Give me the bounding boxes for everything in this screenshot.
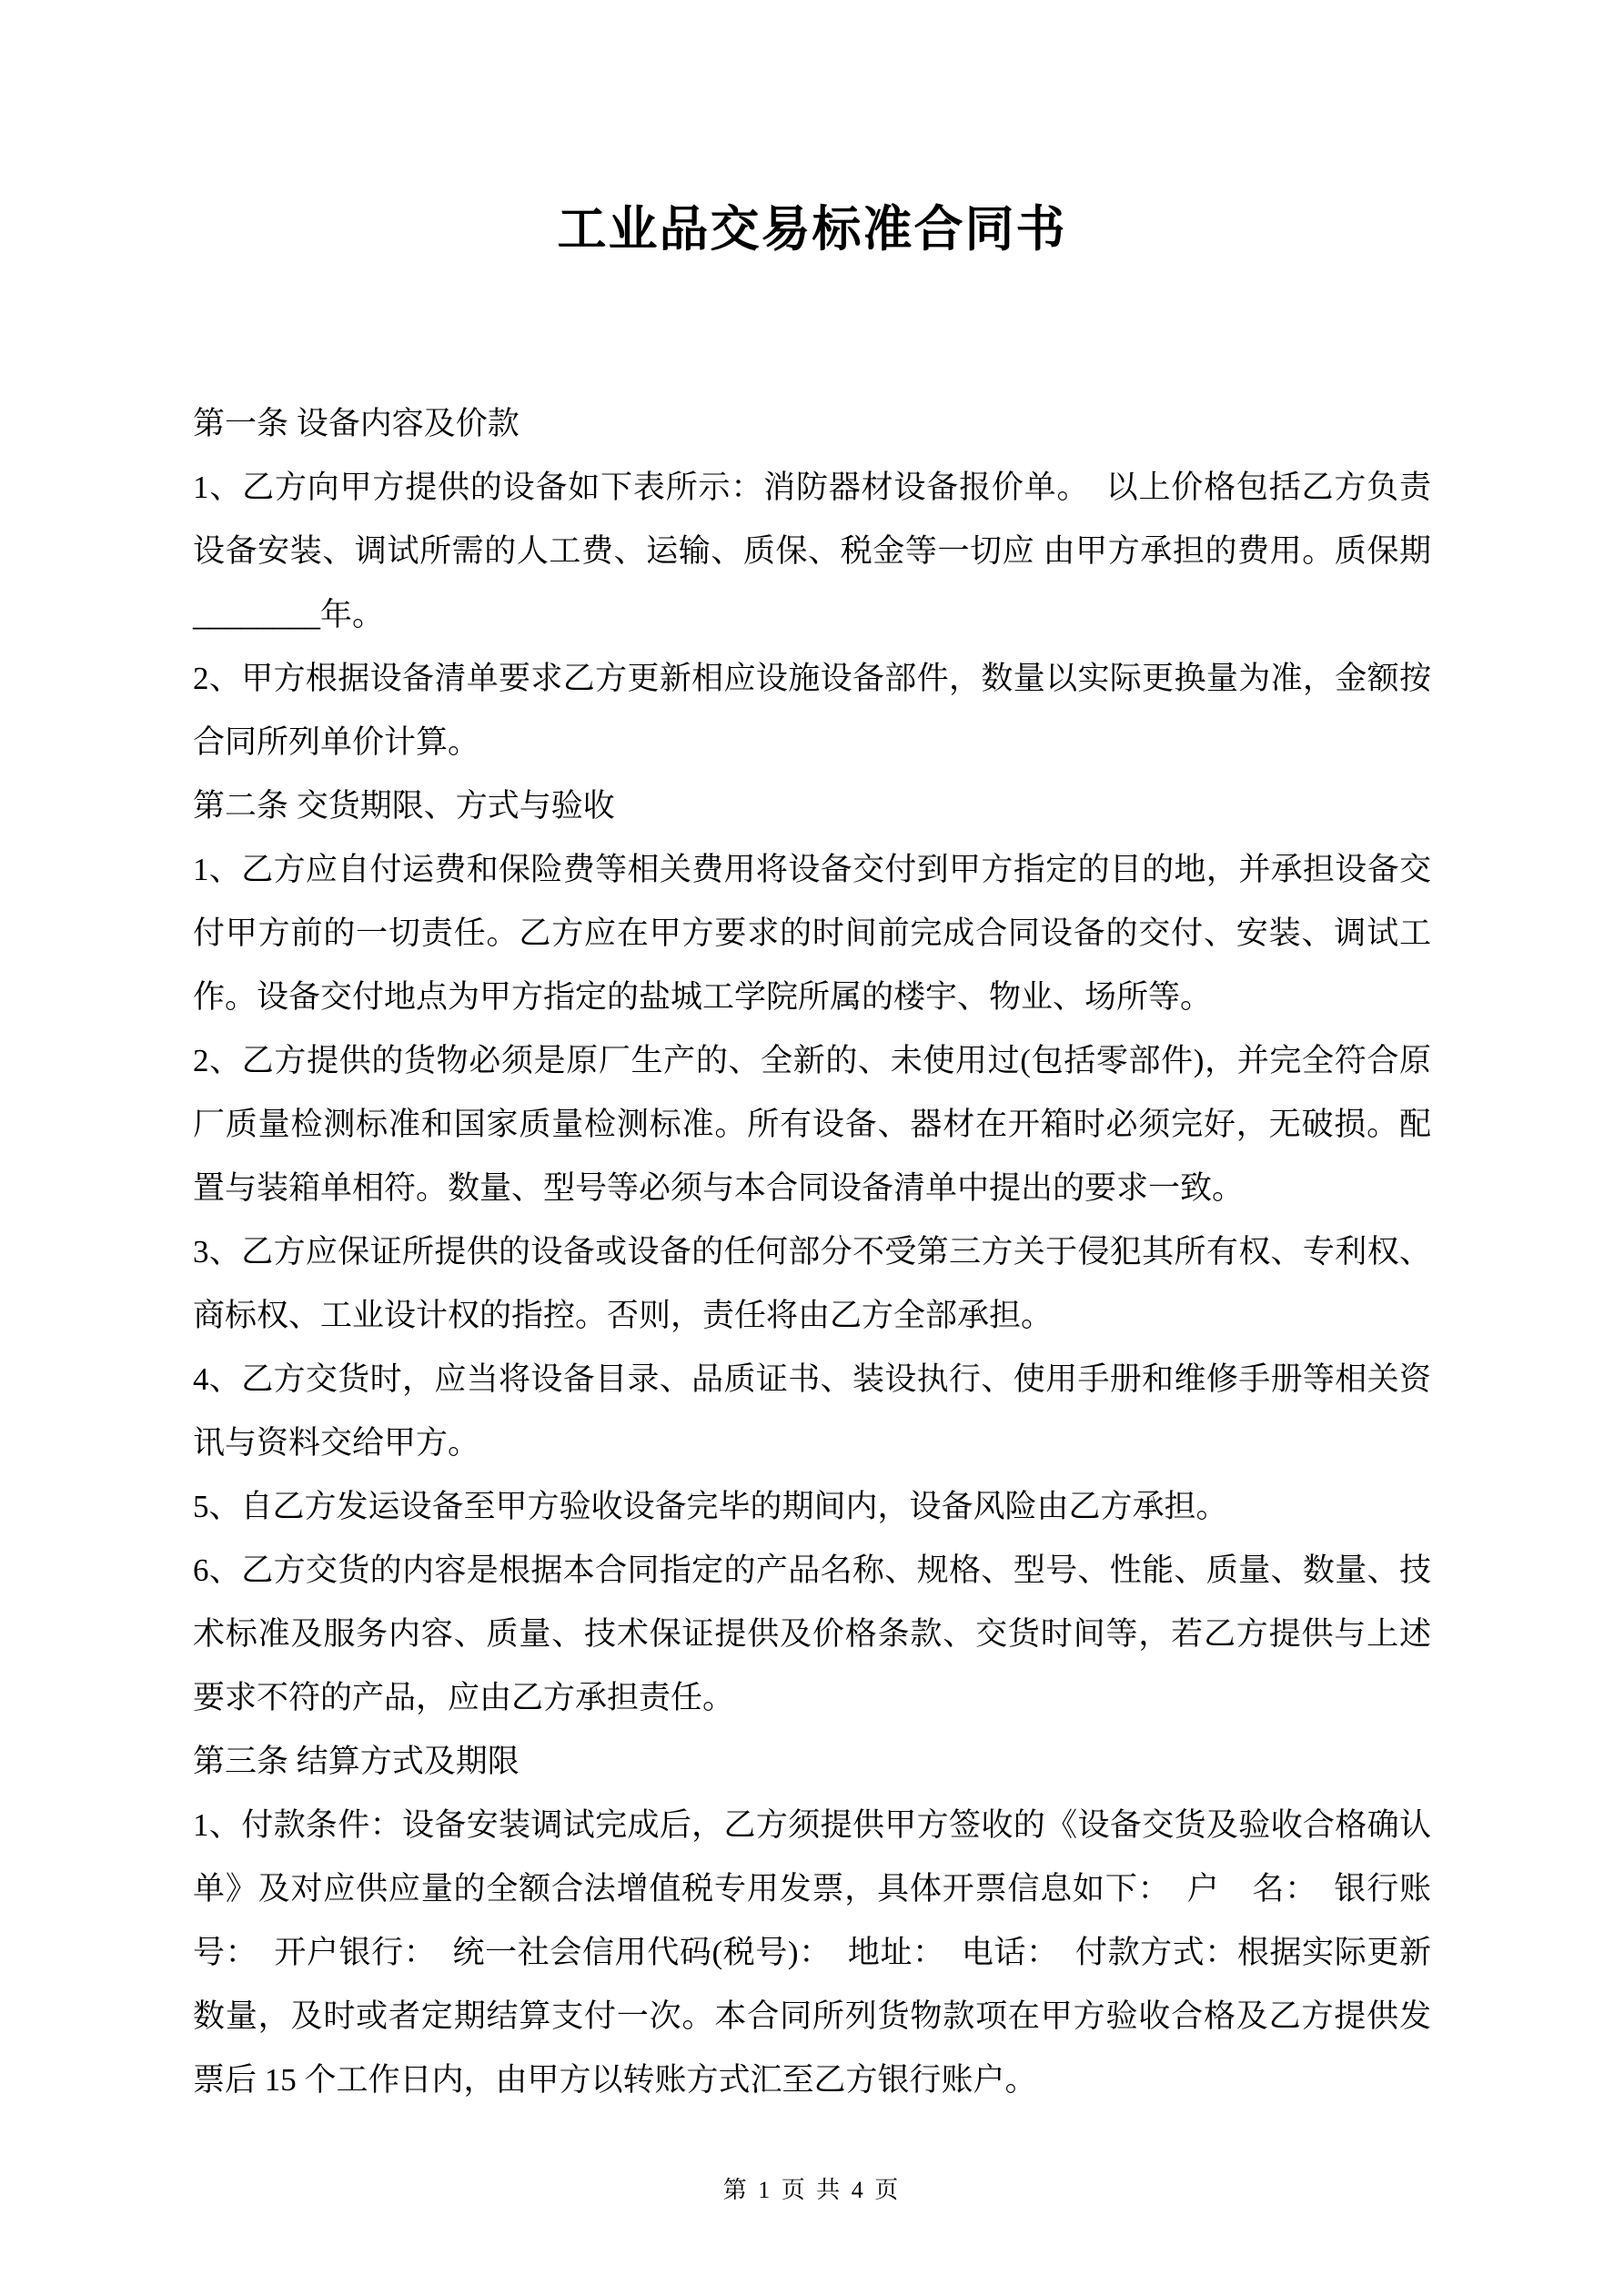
contract-paragraph: 1、乙方向甲方提供的设备如下表所示：消防器材设备报价单。 以上价格包括乙方负责设备安装、调试所需的人工费、运输、质保、税金等一切应 由甲方承担的费用。质保期________年。 bbox=[193, 470, 1431, 632]
section-heading: 第二条 交货期限、方式与验收 bbox=[193, 788, 615, 824]
section-heading: 第一条 设备内容及价款 bbox=[193, 406, 519, 441]
contract-paragraph: 1、乙方应自付运费和保险费等相关费用将设备交付到甲方指定的目的地，并承担设备交付甲方前的一切责任。乙方应在甲方要求的时间前完成合同设备的交付、安装、调试工作。设备交付地点为甲方指定的盐城工学院所属的楼宇、物业、场所等。 bbox=[193, 852, 1431, 1015]
contract-paragraph: 4、乙方交货时，应当将设备目录、品质证书、装设执行、使用手册和维修手册等相关资讯与资料交给甲方。 bbox=[193, 1361, 1431, 1461]
contract-paragraph: 6、乙方交货的内容是根据本合同指定的产品名称、规格、型号、性能、质量、数量、技术标准及服务内容、质量、技术保证提供及价格条款、交货时间等，若乙方提供与上述要求不符的产品，应由乙方承担责任。 bbox=[193, 1553, 1431, 1715]
contract-paragraph: 2、乙方提供的货物必须是原厂生产的、全新的、未使用过(包括零部件)，并完全符合原厂质量检测标准和国家质量检测标准。所有设备、器材在开箱时必须完好，无破损。配置与装箱单相符。数量、型号等必须与本合同设备清单中提出的要求一致。 bbox=[193, 1043, 1431, 1206]
contract-paragraph: 1、付款条件：设备安装调试完成后，乙方须提供甲方签收的《设备交货及验收合格确认单》及对应供应量的全额合法增值税专用发票，具体开票信息如下： 户 名： 银行账号： 开户银行： 统一社会信用代码(税号)： 地址： 电话： 付款方式：根据实际更新数量，及时或者定期结算支付一次。本合同所列货物款项在甲方验收合格及乙方提供发票后 15 个工作日内，由甲方以转账方式汇至乙方银行账户。 bbox=[193, 1807, 1431, 2098]
document-title: 工业品交易标准合同书 bbox=[557, 202, 1067, 257]
contract-paragraph: 3、乙方应保证所提供的设备或设备的任何部分不受第三方关于侵犯其所有权、专利权、商标权、工业设计权的指控。否则，责任将由乙方全部承担。 bbox=[193, 1234, 1431, 1333]
contract-paragraph: 5、自乙方发运设备至甲方验收设备完毕的期间内，设备风险由乙方承担。 bbox=[193, 1489, 1228, 1524]
contract-paragraph: 2、甲方根据设备清单要求乙方更新相应设施设备部件，数量以实际更换量为准，金额按合同所列单价计算。 bbox=[193, 661, 1431, 760]
section-heading: 第三条 结算方式及期限 bbox=[193, 1744, 519, 1779]
document-body bbox=[0, 263, 1624, 2112]
page-number-footer: 第 1 页 共 4 页 bbox=[722, 2177, 902, 2203]
